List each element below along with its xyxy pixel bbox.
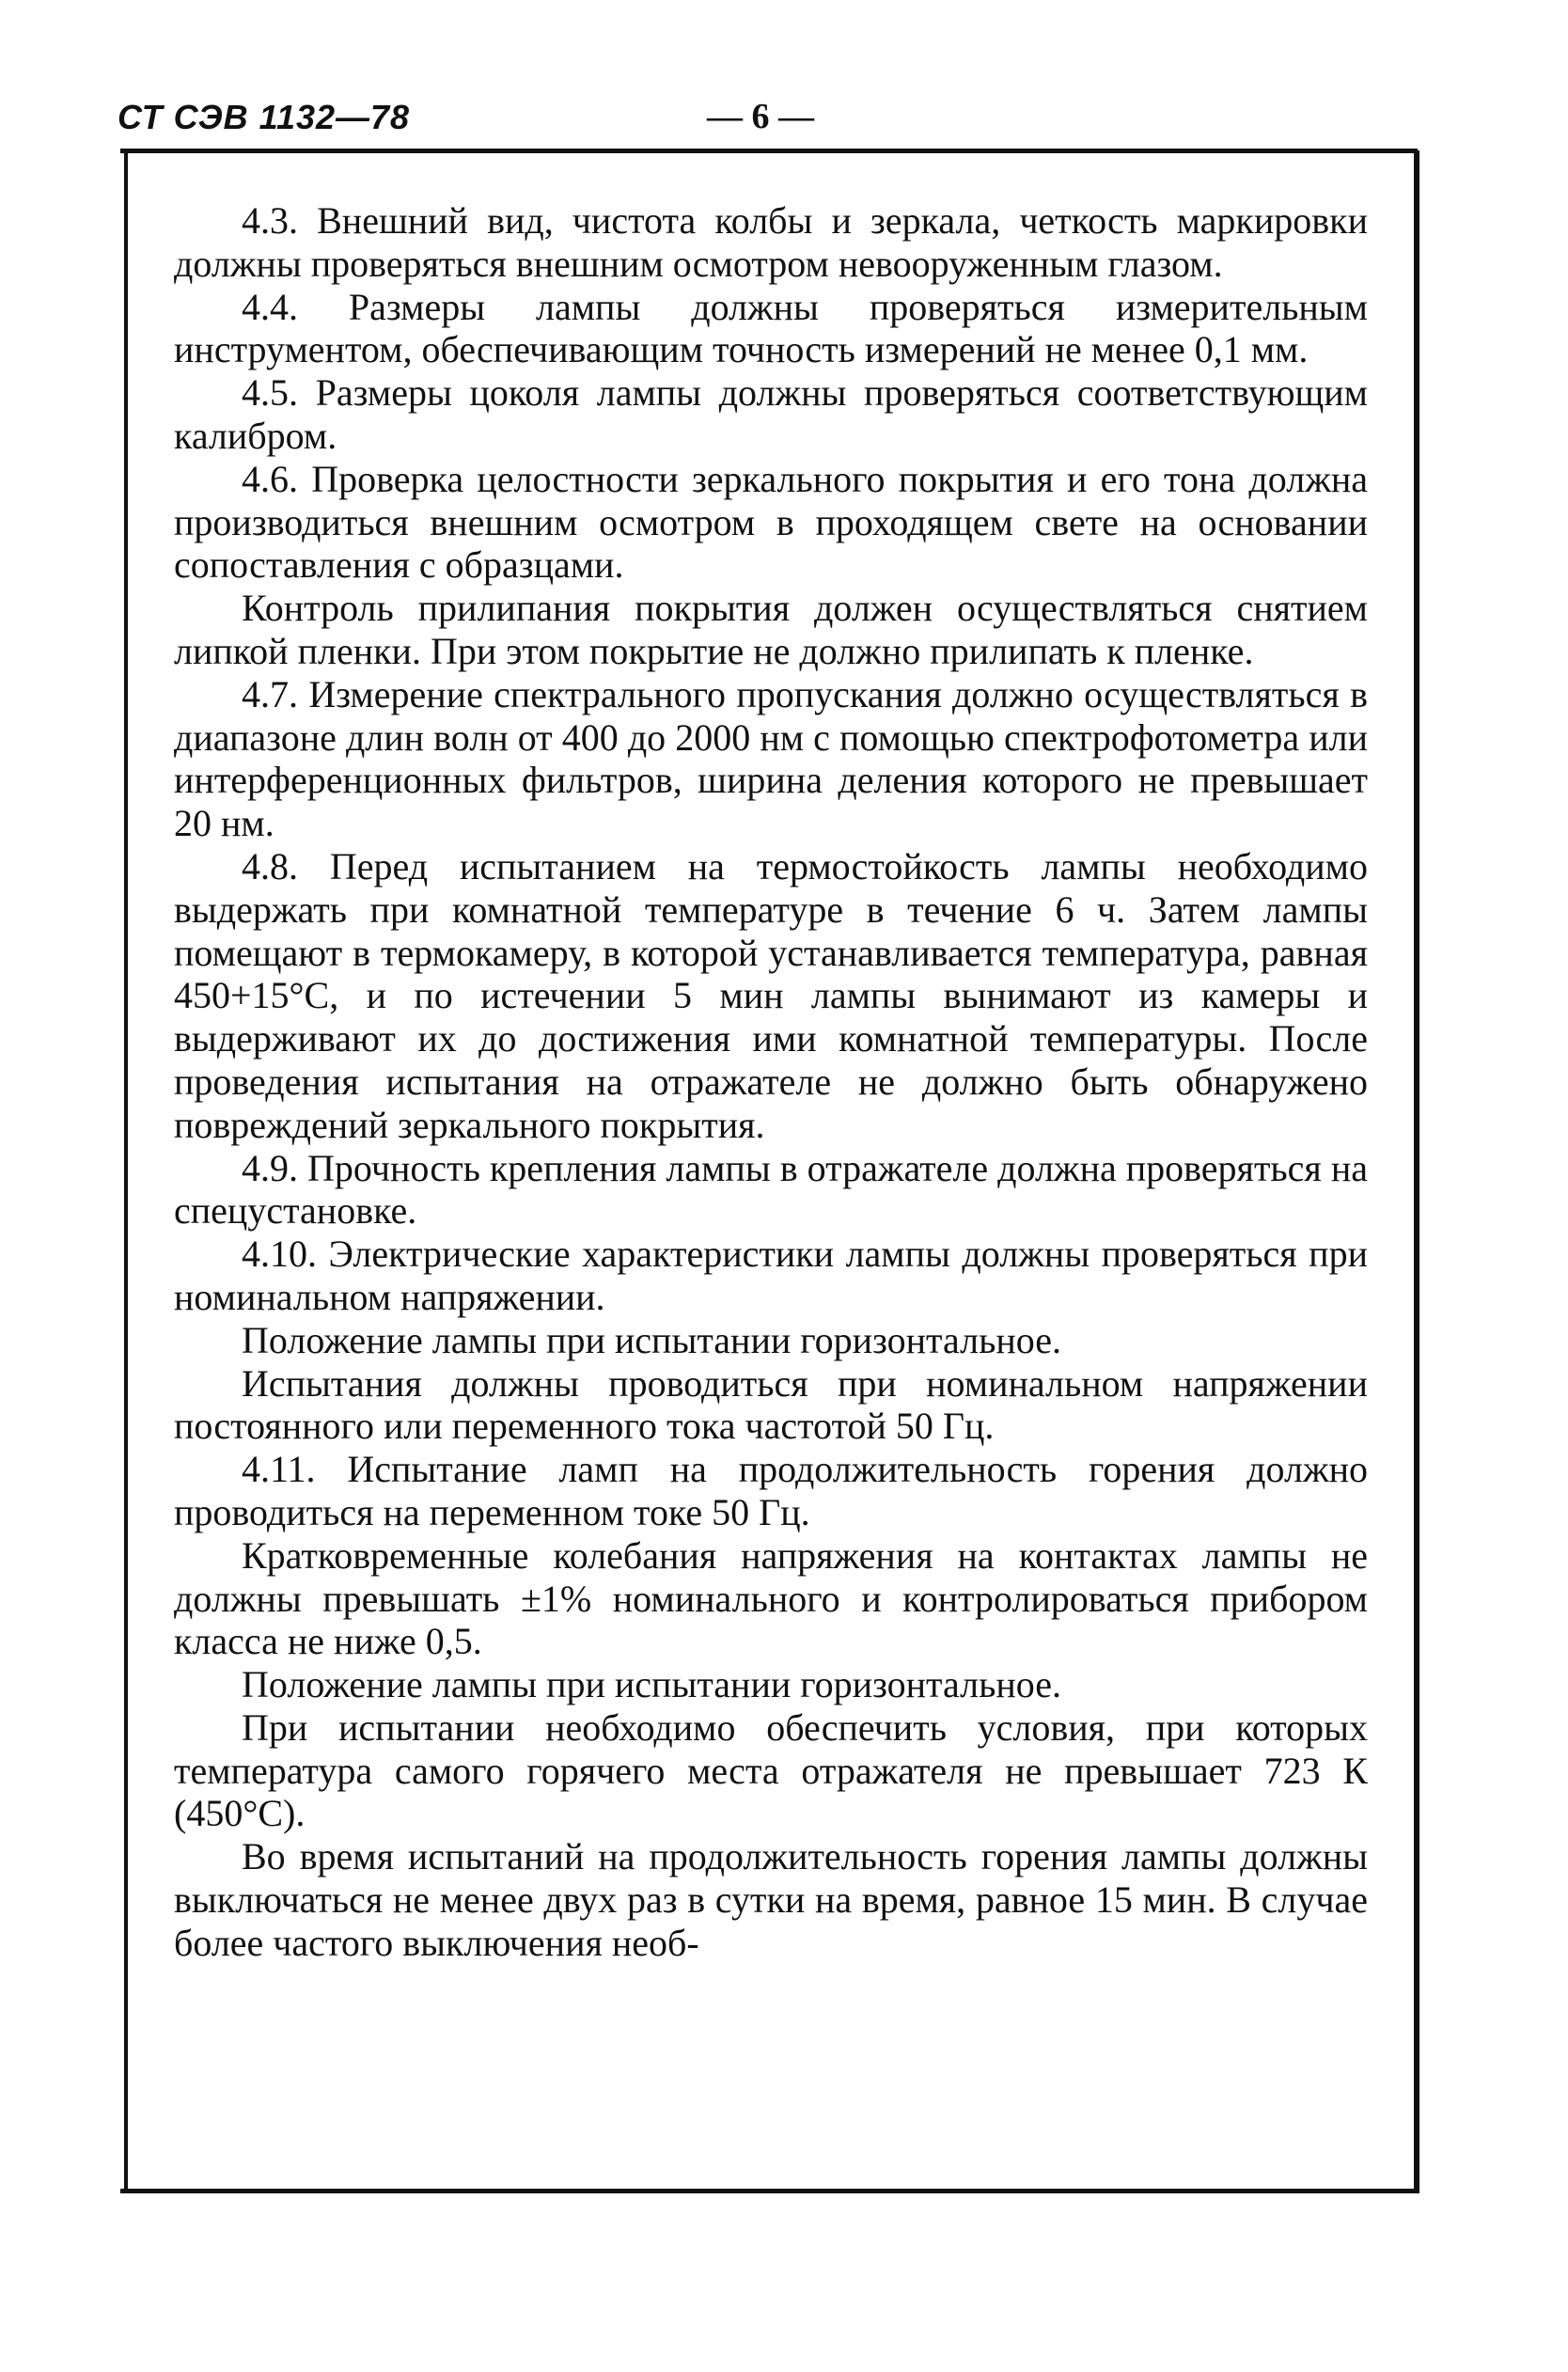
frame-top-rule <box>120 149 1418 153</box>
paragraph-4-9: 4.9. Прочность крепления лампы в отражателе должна проверяться на спецустановке. <box>174 1146 1368 1233</box>
paragraph-4-11-switching: Во время испытаний на продолжительность горения лампы должны выключаться не менее двух раз в сутки на время, равное 15 мин. В случае более частого выключения необ- <box>174 1835 1368 1964</box>
paragraph-4-7: 4.7. Измерение спектрального пропускания должно осуществляться в диапазоне длин волн от 400 до 2000 нм с помощью спектрофотометра или интерференционных фильтров, ширина деления которого не превышает 20 нм. <box>174 672 1368 845</box>
paragraph-4-6-adhesion: Контроль прилипания покрытия должен осуществляться снятием липкой пленки. При этом покрытие не должно прилипать к пленке. <box>174 587 1368 672</box>
paragraph-4-11-position: Положение лампы при испытании горизонтальное. <box>242 1663 1061 1706</box>
frame-bottom-rule <box>120 2189 1419 2193</box>
paragraph-4-11-temperature: При испытании необходимо обеспечить условия, при которых температура самого горячего места отражателя не превышает 723 К (450°С). <box>174 1705 1368 1835</box>
paragraph-4-3: 4.3. Внешний вид, чистота колбы и зеркала, четкость маркировки должны проверяться внешним осмотром невооруженным глазом. <box>174 199 1368 285</box>
document-body <box>174 199 1368 1965</box>
paragraph-4-8: 4.8. Перед испытанием на термостойкость лампы необходимо выдержать при комнатной температуре в течение 6 ч. Затем лампы помещают в термокамеру, в которой устанавливается температура, равная 450+15°С, и по истечении 5 мин лампы вынимают из камеры и выдерживают их до достижения ими комнатной температуры. После проведения испытания на отражателе не должно быть обнаружено повреждений зеркального покрытия. <box>174 844 1368 1146</box>
page-number: — 6 — <box>707 97 814 136</box>
paragraph-4-10-voltage: Испытания должны проводиться при номинальном напряжении постоянного или переменного тока частотой 50 Гц. <box>174 1361 1368 1448</box>
paragraph-4-5: 4.5. Размеры цоколя лампы должны проверяться соответствующим калибром. <box>174 371 1368 457</box>
paragraph-4-4: 4.4. Размеры лампы должны проверяться измерительным инструментом, обеспечивающим точность измерений не менее 0,1 мм. <box>174 285 1368 371</box>
frame-left-rule <box>124 150 128 2192</box>
paragraph-4-6: 4.6. Проверка целостности зеркального покрытия и его тона должна производиться внешним осмотром в проходящем свете на основании сопоставления с образцами. <box>174 457 1368 587</box>
frame-right-rule <box>1414 150 1419 2192</box>
paragraph-4-10-position: Положение лампы при испытании горизонтальное. <box>242 1318 1061 1361</box>
document-code: СТ СЭВ 1132—78 <box>118 98 411 136</box>
paragraph-4-11-fluctuations: Кратковременные колебания напряжения на контактах лампы не должны превышать ±1% номинального и контролироваться прибором класса не ниже 0,5. <box>174 1533 1368 1663</box>
paragraph-4-11: 4.11. Испытание ламп на продолжительность горения должно проводиться на переменном токе 50 Гц. <box>174 1448 1368 1533</box>
paragraph-4-10: 4.10. Электрические характеристики лампы должны проверяться при номинальном напряжении. <box>174 1233 1368 1318</box>
